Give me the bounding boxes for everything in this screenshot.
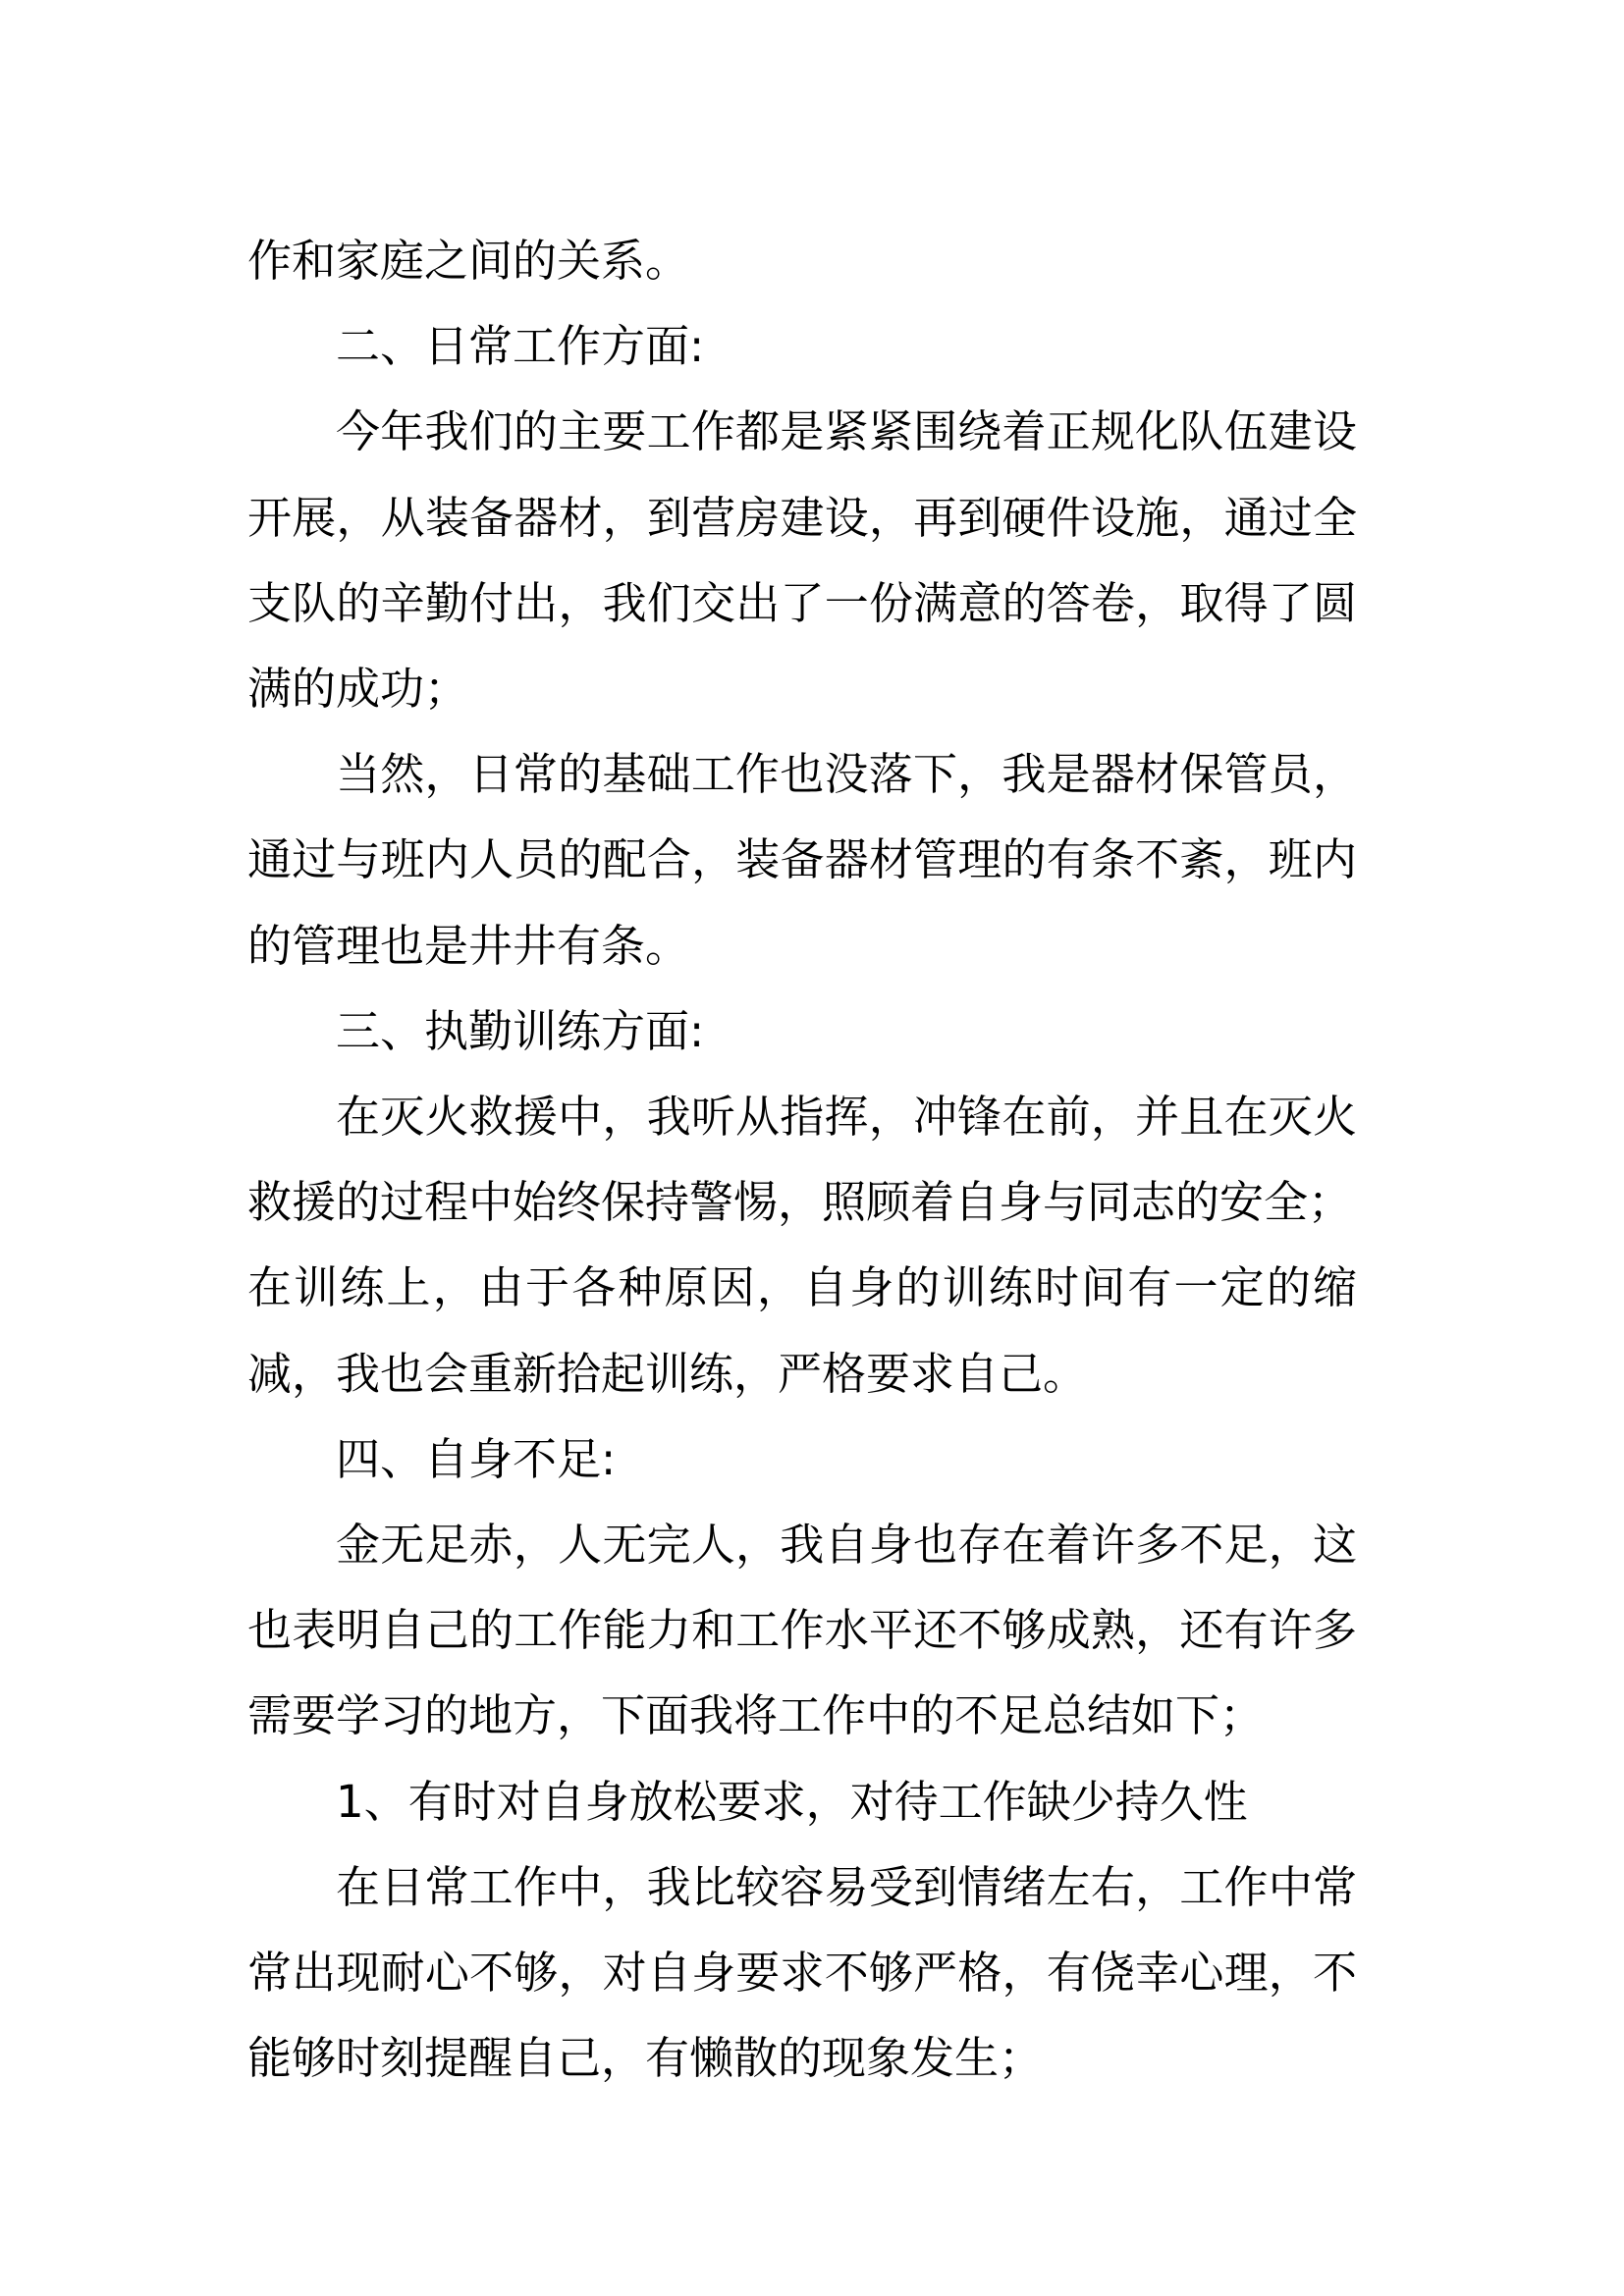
section-heading-duty-training: 三、执勤训练方面: xyxy=(336,1004,705,1057)
paragraph-basic-work: 当然，日常的基础工作也没落下，我是器材保管员，通过与班内人员的配合，装备器材管理的有条不紊，班内的管理也是井井有条。 xyxy=(247,748,1357,972)
subheading-shortcoming-1: 1、有时对自身放松要求，对待工作缺少持久性 xyxy=(336,1775,1248,1828)
document-body xyxy=(247,218,1357,2101)
paragraph-firefighting-training: 在灭火救援中，我听从指挥，冲锋在前，并且在灭火救援的过程中始终保持警惕，照顾着自身与同志的安全； 在训练上，由于各种原因，自身的训练时间有一定的缩减，我也会重新拾起训练，严格要求自己。 xyxy=(247,1091,1357,1400)
section-heading-daily-work: 二、日常工作方面: xyxy=(336,320,705,373)
paragraph-main-work: 今年我们的主要工作都是紧紧围绕着正规化队伍建设开展，从装备器材，到营房建设，再到硬件设施，通过全支队的辛勤付出，我们交出了一份满意的答卷，取得了圆满的成功； xyxy=(247,405,1357,716)
paragraph-shortcomings-intro: 金无足赤，人无完人，我自身也存在着许多不足，这也表明自己的工作能力和工作水平还不够成熟，还有许多需要学习的地方，下面我将工作中的不足总结如下； xyxy=(247,1519,1357,1742)
paragraph-shortcoming-1-detail: 在日常工作中，我比较容易受到情绪左右，工作中常常出现耐心不够，对自身要求不够严格，有侥幸心理，不能够时刻提醒自己，有懒散的现象发生； xyxy=(247,1860,1357,2085)
paragraph-continuation: 作和家庭之间的关系。 xyxy=(247,235,690,287)
section-heading-shortcomings: 四、自身不足: xyxy=(336,1432,617,1485)
